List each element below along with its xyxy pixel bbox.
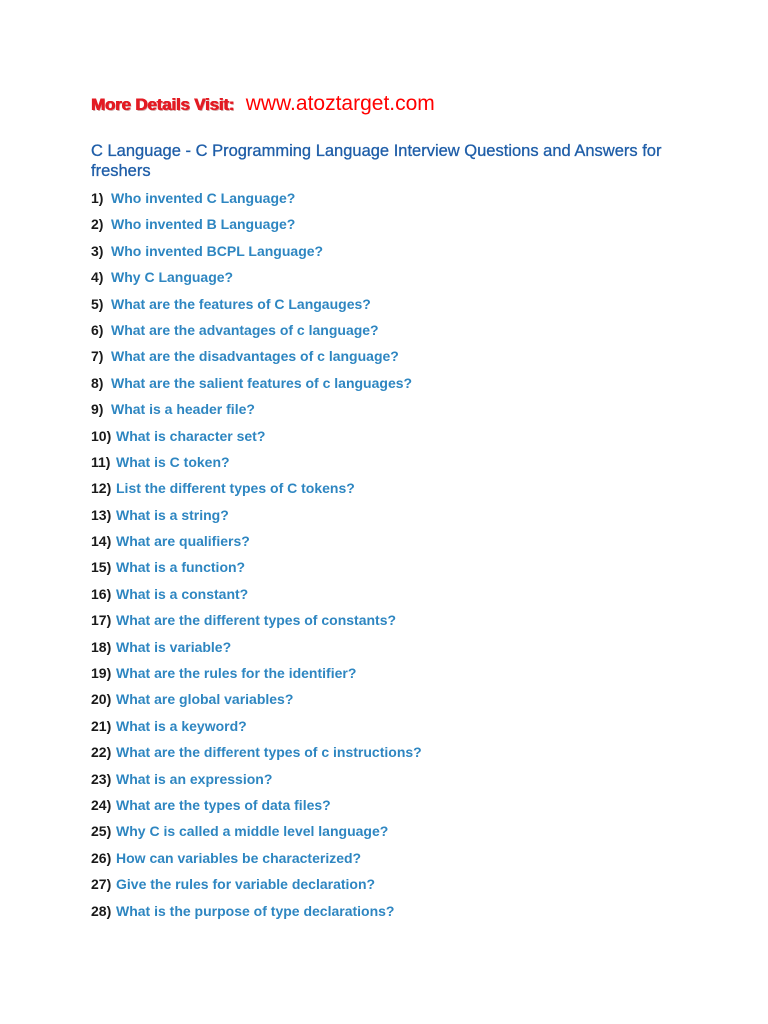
question-link[interactable]: What are the disadvantages of c language? <box>111 348 399 365</box>
question-item <box>91 611 422 637</box>
question-item <box>91 427 422 453</box>
question-number: 17) <box>91 612 112 629</box>
question-link[interactable]: Who invented B Language? <box>111 216 296 233</box>
question-item <box>91 189 422 215</box>
document-title: C Language - C Programming Language Interview Questions and Answers for freshers <box>91 142 662 180</box>
question-item <box>91 242 422 268</box>
question-link[interactable]: What are the different types of c instructions? <box>116 744 422 761</box>
question-item <box>91 664 422 690</box>
question-number: 3) <box>91 242 104 259</box>
question-item <box>91 321 422 347</box>
question-number: 10) <box>91 427 112 444</box>
question-link[interactable]: What are the features of C Langauges? <box>111 295 371 312</box>
question-number: 13) <box>91 506 112 523</box>
question-link[interactable]: What is a function? <box>116 559 246 576</box>
question-link[interactable]: What is a string? <box>116 506 229 523</box>
question-item <box>91 690 422 716</box>
question-link[interactable]: What are the types of data files? <box>116 796 331 813</box>
question-link[interactable]: Who invented C Language? <box>111 190 296 206</box>
question-number: 18) <box>91 638 112 655</box>
question-link[interactable]: What are the advantages of c language? <box>111 321 379 338</box>
question-number: 26) <box>91 849 112 866</box>
question-link[interactable]: What is character set? <box>116 427 266 444</box>
question-number: 12) <box>91 480 112 497</box>
question-number: 19) <box>91 665 112 682</box>
question-item <box>91 585 422 611</box>
question-item <box>91 400 422 426</box>
question-number: 21) <box>91 717 112 734</box>
question-number: 7) <box>91 348 104 365</box>
question-number: 24) <box>91 796 112 813</box>
question-link[interactable]: List the different types of C tokens? <box>116 480 355 497</box>
question-link[interactable]: What is variable? <box>116 638 232 655</box>
question-item <box>91 506 422 532</box>
question-number: 8) <box>91 374 104 391</box>
question-item <box>91 770 422 796</box>
question-number: 14) <box>91 533 112 550</box>
question-item <box>91 849 422 875</box>
question-number: 28) <box>91 902 112 919</box>
question-number: 2) <box>91 216 104 233</box>
question-link[interactable]: How can variables be characterized? <box>116 849 362 866</box>
question-number: 4) <box>91 269 104 286</box>
question-number: 9) <box>91 401 104 418</box>
question-item <box>91 453 422 479</box>
question-link[interactable]: What is the purpose of type declarations? <box>116 902 395 919</box>
question-number: 27) <box>91 876 112 893</box>
question-item <box>91 875 422 901</box>
question-number: 16) <box>91 585 112 602</box>
question-item <box>91 796 422 822</box>
question-item <box>91 295 422 321</box>
question-item <box>91 743 422 769</box>
website-link[interactable]: www.atoztarget.com <box>245 92 435 115</box>
question-link[interactable]: What are the rules for the identifier? <box>116 665 357 682</box>
question-number: 23) <box>91 770 112 787</box>
question-item <box>91 479 422 505</box>
question-link[interactable]: What are the different types of constants? <box>116 612 397 629</box>
question-item <box>91 638 422 664</box>
question-item <box>91 347 422 373</box>
question-number: 1) <box>91 190 104 206</box>
question-item <box>91 902 422 928</box>
question-item <box>91 268 422 294</box>
question-link[interactable]: Why C is called a middle level language? <box>116 823 389 840</box>
question-link[interactable]: What is C token? <box>116 453 230 470</box>
question-item <box>91 374 422 400</box>
question-link[interactable]: What are the salient features of c languages? <box>111 374 413 391</box>
question-number: 6) <box>91 321 104 338</box>
visit-banner <box>91 92 435 116</box>
question-item <box>91 822 422 848</box>
question-number: 20) <box>91 691 112 708</box>
question-link[interactable]: Give the rules for variable declaration? <box>116 876 376 893</box>
question-link[interactable]: What is a constant? <box>116 585 249 602</box>
question-link[interactable]: What are global variables? <box>116 691 294 708</box>
question-item <box>91 532 422 558</box>
question-link[interactable]: What is a keyword? <box>116 717 247 734</box>
question-item <box>91 215 422 241</box>
question-list <box>91 189 422 928</box>
question-number: 22) <box>91 744 112 761</box>
question-number: 25) <box>91 823 112 840</box>
question-link[interactable]: Why C Language? <box>111 269 234 286</box>
question-number: 11) <box>91 453 111 470</box>
visit-label: More Details Visit: <box>91 95 235 114</box>
question-link[interactable]: What are qualifiers? <box>116 533 250 550</box>
question-link[interactable]: Who invented BCPL Language? <box>111 242 324 259</box>
question-item <box>91 558 422 584</box>
question-number: 15) <box>91 559 112 576</box>
question-number: 5) <box>91 295 104 312</box>
question-item <box>91 717 422 743</box>
question-link[interactable]: What is a header file? <box>111 401 255 418</box>
question-link[interactable]: What is an expression? <box>116 770 273 787</box>
